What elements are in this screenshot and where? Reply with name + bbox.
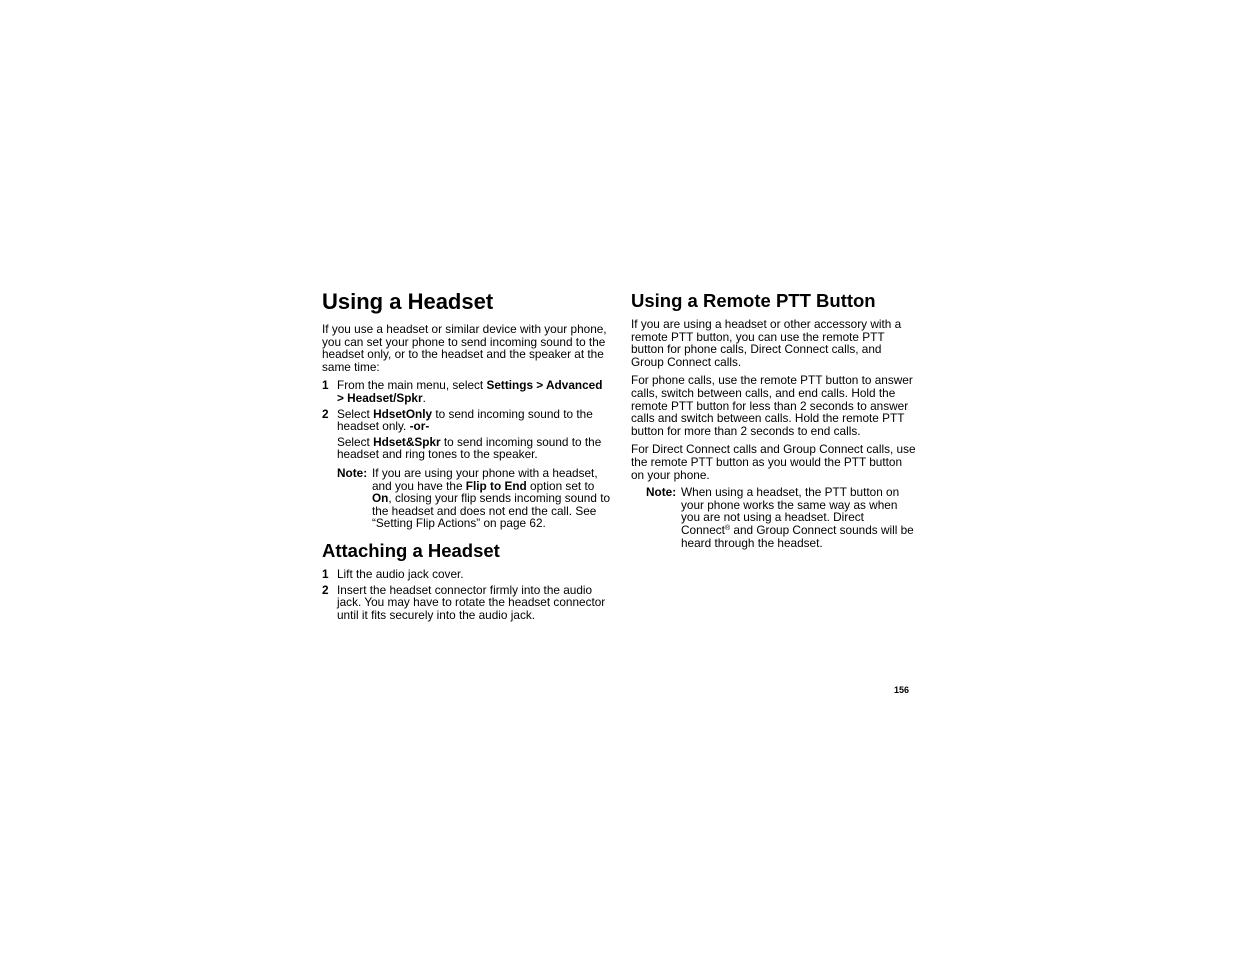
step-text-plain: From the main menu, select [337, 378, 487, 393]
step-text-plain: . [422, 390, 426, 405]
option-name: Hdset&Spkr [373, 434, 441, 449]
step-1 [322, 379, 612, 404]
option-value: On [372, 491, 389, 506]
step-text: Insert the headset connector firmly into the audio jack. You may have to rotate the headset connector until it fits securely into the audio jack. [337, 582, 606, 622]
step-text-plain: Select [337, 406, 374, 421]
note-headset-ptt [646, 486, 916, 549]
left-column [322, 288, 612, 624]
note-text [681, 486, 916, 549]
step-text: Lift the audio jack cover. [337, 566, 464, 581]
section-title-remote-ptt: Using a Remote PTT Button [631, 290, 876, 311]
intro-paragraph: If you use a headset or similar device with your phone, you can set your phone to send incoming sound to the headset only, or to the headset and the speaker at the same time: [322, 322, 607, 374]
page-number: 156 [894, 685, 910, 695]
step-number: 1 [322, 566, 329, 581]
section-title-attaching: Attaching a Headset [322, 539, 500, 561]
attach-step-2 [322, 584, 612, 622]
remote-ptt-paragraph-3: For Direct Connect calls and Group Connect calls, use the remote PTT button as you would the PTT button on your phone. [631, 442, 916, 482]
step-text-plain: to send incoming sound to the headset only. [337, 406, 593, 434]
menu-path: Settings > Advanced > Headset/Spkr [337, 378, 603, 405]
page-title: Using a Headset [322, 289, 494, 314]
note-label: Note: [337, 465, 368, 480]
remote-ptt-paragraph-2: For phone calls, use the remote PTT button to answer calls, switch between calls, and end calls. Hold the remote PTT button for less than 2 seconds to answer calls and switch between calls. Hold the remote PTT button for more than 2 seconds to end calls. [631, 373, 913, 438]
step-2-alternative [337, 436, 612, 461]
note-text-plain: If you are using your phone with a headset, and you have the [372, 465, 598, 493]
step-text-plain: to send incoming sound to the headset and ring tones to the speaker. [337, 434, 602, 462]
option-name: HdsetOnly [373, 406, 433, 421]
right-column [631, 290, 916, 549]
remote-ptt-paragraph-1: If you are using a headset or other accessory with a remote PTT button, you can use the remote PTT button for phone calls, Direct Connect calls, and Group Connect calls. [631, 317, 902, 369]
or-separator: -or- [409, 419, 430, 434]
note-label: Note: [646, 485, 677, 500]
step-text [337, 408, 612, 433]
step-text [337, 379, 612, 404]
note-text-plain: and Group Connect sounds will be heard through the headset. [681, 522, 914, 550]
step-number: 2 [322, 582, 329, 597]
note-text-plain: , closing your flip sends incoming sound to the headset and does not end the call. See “Setting Flip Actions” on page 62. [372, 491, 611, 531]
note-text [372, 467, 612, 530]
note-flip-to-end [337, 467, 612, 530]
step-number: 2 [322, 406, 329, 421]
attach-step-1 [322, 568, 612, 581]
option-name: Flip to End [465, 478, 527, 493]
step-number: 1 [322, 378, 329, 393]
note-text-plain: When using a headset, the PTT button on your phone works the same way as when you are not using a headset. Direct Connect [681, 485, 900, 537]
step-text-plain: Select [337, 434, 374, 449]
note-text-plain: option set to [526, 478, 595, 493]
step-2 [322, 408, 612, 433]
registered-mark: ® [724, 524, 731, 532]
